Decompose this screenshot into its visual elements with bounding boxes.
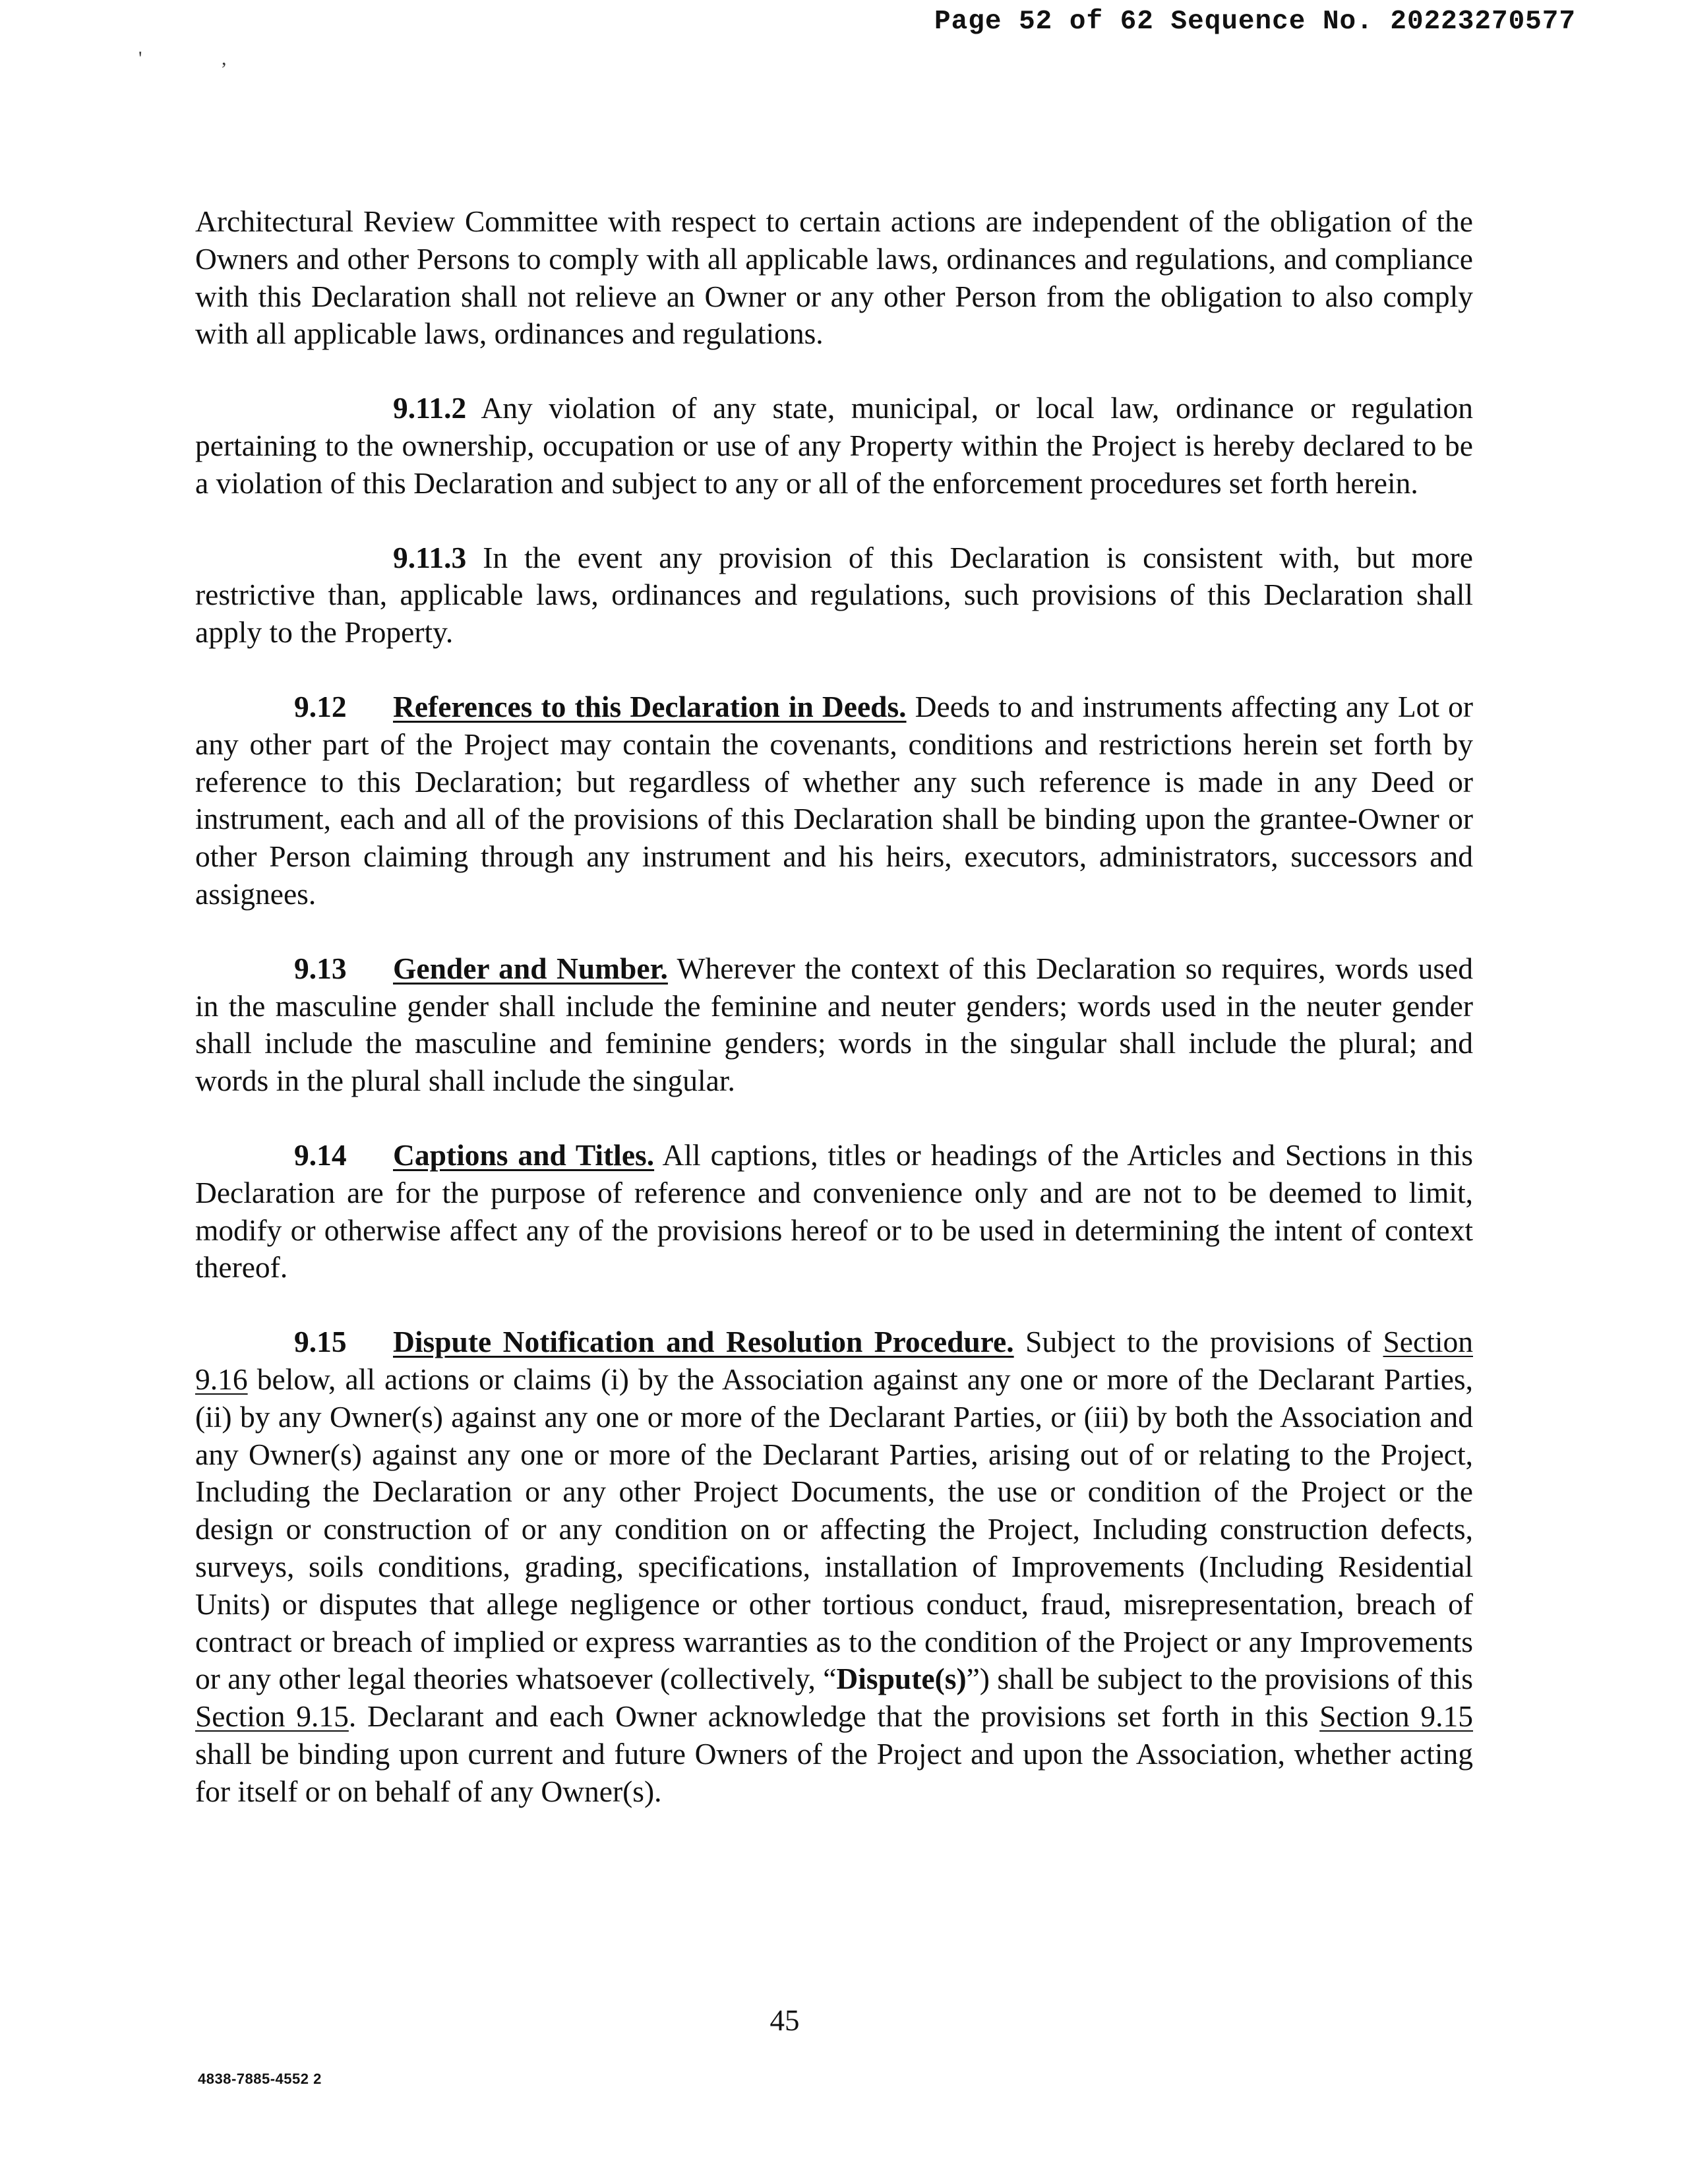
section-9-12 [195, 688, 1473, 913]
section-text: shall be binding upon current and future Owners of the Project and upon the Association, whether acting for itself or on behalf of any Owner(s). [195, 1736, 1473, 1808]
section-9-14 [195, 1137, 1473, 1287]
section-9-13 [195, 950, 1473, 1100]
section-number: 9.13 [294, 951, 347, 985]
document-id: 4838-7885-4552 2 [198, 2071, 322, 2087]
section-9-11-2 [195, 390, 1473, 502]
section-text: Deeds to and instruments affecting any Lot or any other part of the Project may contain the covenants, conditions and restrictions herein set forth by reference to this Declaration; but regardless of whether any such reference is made in any Deed or instrument, each and all of the provisions of this Declaration shall be binding upon the grantee-Owner or other Person claiming through any instrument and his heirs, executors, administrators, successors and assignees. [195, 689, 1474, 911]
section-text: ”) shall be subject to the provisions of this [966, 1662, 1473, 1696]
document-body [195, 203, 1473, 1847]
section-reference-link: Section 9.15 [195, 1699, 349, 1734]
section-text: All captions, titles or headings of the Articles and Sections in this Declaration are for the purpose of reference and convenience only and are not to be deemed to limit, modify or otherwise affect any of the provisions hereof or to be used in determining the intent of context thereof. [195, 1138, 1474, 1285]
scan-speck: , [222, 47, 227, 69]
section-9-11-3 [195, 539, 1473, 652]
defined-term: Dispute(s) [836, 1662, 967, 1696]
section-number: 9.11.2 [393, 391, 467, 425]
section-text: Any violation of any state, municipal, or local law, ordinance or regulation pertaining to the ownership, occupation or use of any Property within the Project is hereby declared to be a violation of this Declaration and subject to any or all of the enforcement procedures set forth herein. [195, 391, 1473, 500]
section-text: below, all actions or claims (i) by the Association against any one or more of the Declarant Parties, (ii) by any Owner(s) against any one or more of the Declarant Parties, or (iii) by both the Association and any Owner(s) against any one or more of the Declarant Parties, arising out of or relating to the Project, Including the Declaration or any other Project Documents, the use or condition of the Project or the design or construction of or any condition on or affecting the Project, Including construction defects, surveys, soils conditions, grading, specifications, installation of Improvements (Including Residential Units) or disputes that allege negligence or other tortious conduct, fraud, misrepresentation, breach of contract or breach of implied or express warranties as to the condition of the Project or any Improvements or any other legal theories whatsoever (collectively, “ [195, 1362, 1473, 1696]
section-number: 9.11.3 [393, 540, 467, 574]
section-number: 9.15 [294, 1325, 347, 1359]
page-number: 45 [769, 2004, 800, 2037]
section-text: Wherever the context of this Declaration so requires, words used in the masculine gender shall include the feminine and neuter genders; words used in the neuter gender shall include the masculine and feminine genders; words in the singular shall include the plural; and words in the plural shall include the singular. [195, 951, 1473, 1098]
section-reference-link: Section 9.16 [195, 1325, 1473, 1396]
section-reference-link: Section 9.15 [1319, 1699, 1474, 1734]
page-sequence-header: Page 52 of 62 Sequence No. 20223270577 [934, 7, 1576, 37]
section-number: 9.14 [294, 1138, 347, 1172]
section-heading: Gender and Number. [393, 951, 668, 985]
section-heading: Captions and Titles. [393, 1138, 655, 1172]
section-text: Subject to the provisions of [1013, 1325, 1383, 1359]
section-heading: Dispute Notification and Resolution Procedure. [393, 1325, 1014, 1359]
section-text: In the event any provision of this Declaration is consistent with, but more restrictive than, applicable laws, ordinances and regulations, such provisions of this Declaration shall apply to the Property. [195, 540, 1473, 650]
section-text: . Declarant and each Owner acknowledge that the provisions set forth in this [348, 1699, 1320, 1734]
continuation-paragraph: Architectural Review Committee with respect to certain actions are independent of the obligation of the Owners and other Persons to comply with all applicable laws, ordinances and regulations, and compliance with this Declaration shall not relieve an Owner or any other Person from the obligation to also comply with all applicable laws, ordinances and regulations. [195, 204, 1473, 351]
scan-speck: ' [138, 47, 142, 69]
section-9-15 [195, 1323, 1473, 1810]
section-heading: References to this Declaration in Deeds. [393, 689, 907, 723]
section-number: 9.12 [294, 689, 347, 723]
